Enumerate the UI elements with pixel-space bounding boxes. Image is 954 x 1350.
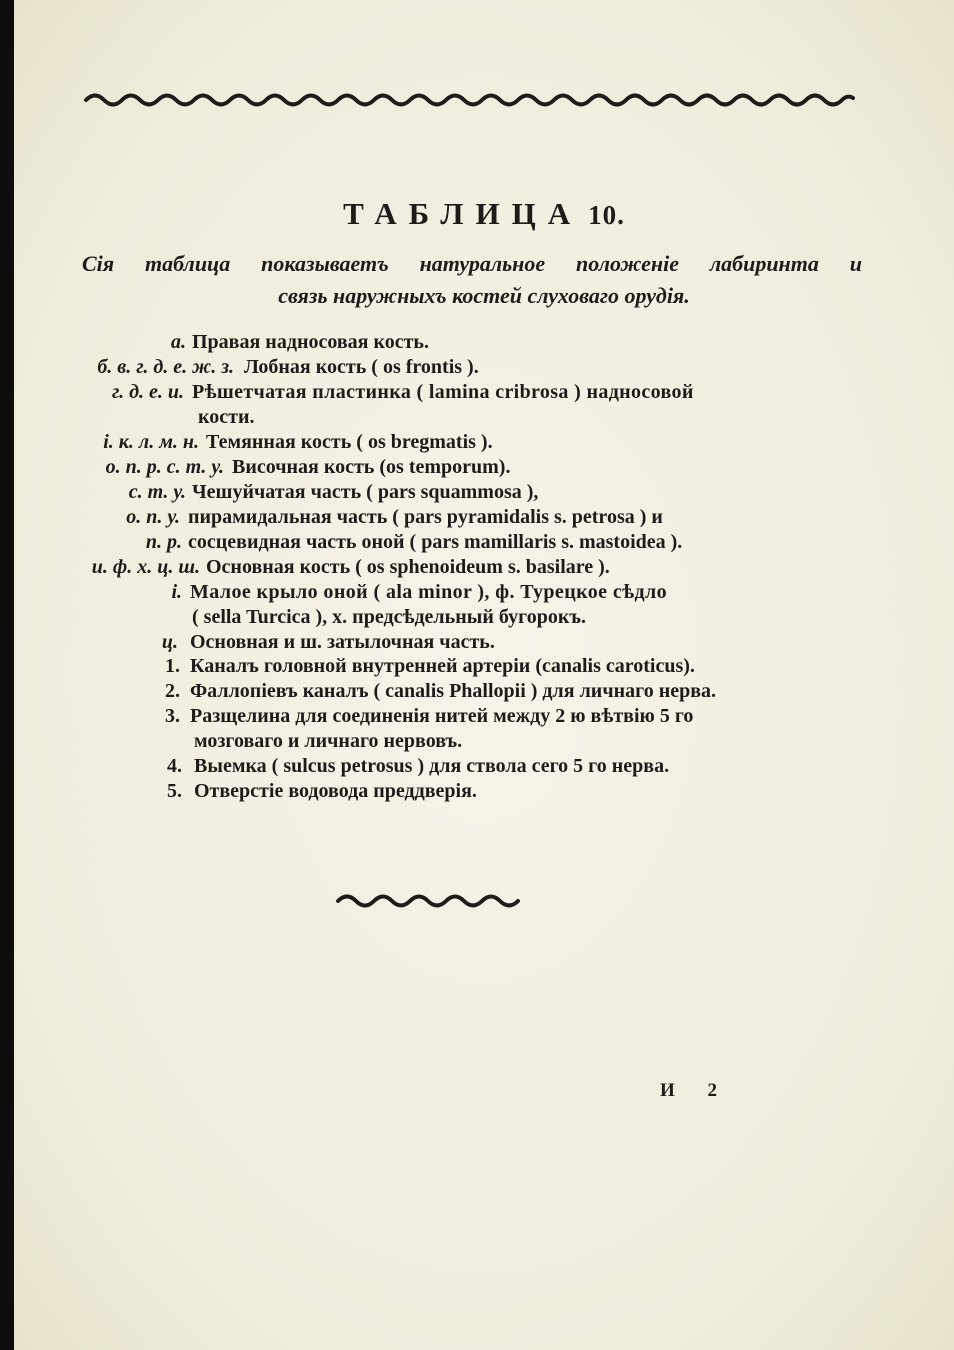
entry-key: 1. <box>165 655 180 677</box>
entry-key: о. п. р. с. т. у. <box>105 456 224 478</box>
page-title <box>14 196 954 232</box>
title-word: ТАБЛИЦА <box>343 196 583 231</box>
subtitle-line-2: связь наружныхъ костей слуховаго орудія. <box>278 283 690 308</box>
entry-text: Основная и ш. затылочная часть. <box>190 631 495 653</box>
entry-text: Фаллопіевъ каналъ ( canalis Phallopii ) для личнаго нерва. <box>190 680 717 702</box>
entry-text: Правая надносовая кость. <box>192 331 430 353</box>
top-ornament-rule <box>82 88 857 110</box>
entry-key: п. р. <box>145 531 182 553</box>
entry-key: 2. <box>165 680 180 702</box>
subtitle-line-1: Сія таблица показываетъ натуральное положеніе лабиринта и <box>82 251 862 276</box>
entry-key: i. к. л. м. н. <box>103 431 199 453</box>
entry-key: ц. <box>161 631 178 653</box>
entry-key: и. ф. х. ц. ш. <box>91 556 200 578</box>
entry-text: Темянная кость ( os bregmatis ). <box>206 431 493 453</box>
entry-key: а. <box>171 331 186 353</box>
entry-continuation: кости. <box>198 406 255 428</box>
entry-text: Выемка ( sulcus petrosus ) для ствола сего 5 го нерва. <box>194 755 670 777</box>
entry-key: о. п. у. <box>126 506 180 528</box>
entry-text: Каналъ головной внутренней артеріи (canalis caroticus). <box>190 655 695 677</box>
entry-text: Лобная кость ( os frontis ). <box>244 356 479 378</box>
entry-text: Основная кость ( os sphenoideum s. basilare ). <box>206 556 610 578</box>
entry-continuation: ( sella Turcica ), х. предсѣдельный бугорокъ. <box>192 606 587 628</box>
entry-text: сосцевидная часть оной ( pars mamillaris s. mastoidea ). <box>188 531 683 553</box>
entry-text: пирамидальная часть ( pars pyramidalis s. petrosa ) и <box>188 506 663 528</box>
entry-key: 4. <box>167 755 182 777</box>
entry-text: Рѣшетчатая пластинка ( lamina cribrosa ) надносовой <box>192 381 694 403</box>
entry-key: б. в. г. д. е. ж. з. <box>97 356 234 378</box>
entry-key: 3. <box>165 705 180 727</box>
entry-continuation: мозговаго и личнаго нервовъ. <box>194 730 463 752</box>
entry-key: с. т. у. <box>128 481 186 503</box>
entry-text: Малое крыло оной ( ala minor ), ф. Турецкое сѣдло <box>190 581 668 603</box>
entry-text: Разщелина для соединенія нитей между 2 ю вѣтвію 5 го <box>190 705 694 727</box>
entry-key: 5. <box>167 780 182 802</box>
entry-text: Отверстіе водовода преддверія. <box>194 780 477 802</box>
entry-text: Височная кость (os temporum). <box>232 456 511 478</box>
signature-mark: И 2 <box>660 1080 732 1101</box>
entry-text: Чешуйчатая часть ( pars squammosa ), <box>192 481 539 503</box>
title-number: 10. <box>588 200 625 230</box>
bottom-ornament-rule <box>334 889 524 911</box>
book-page <box>14 0 954 1350</box>
entry-key: г. д. е. и. <box>111 381 184 403</box>
entry-key: i. <box>171 581 182 603</box>
